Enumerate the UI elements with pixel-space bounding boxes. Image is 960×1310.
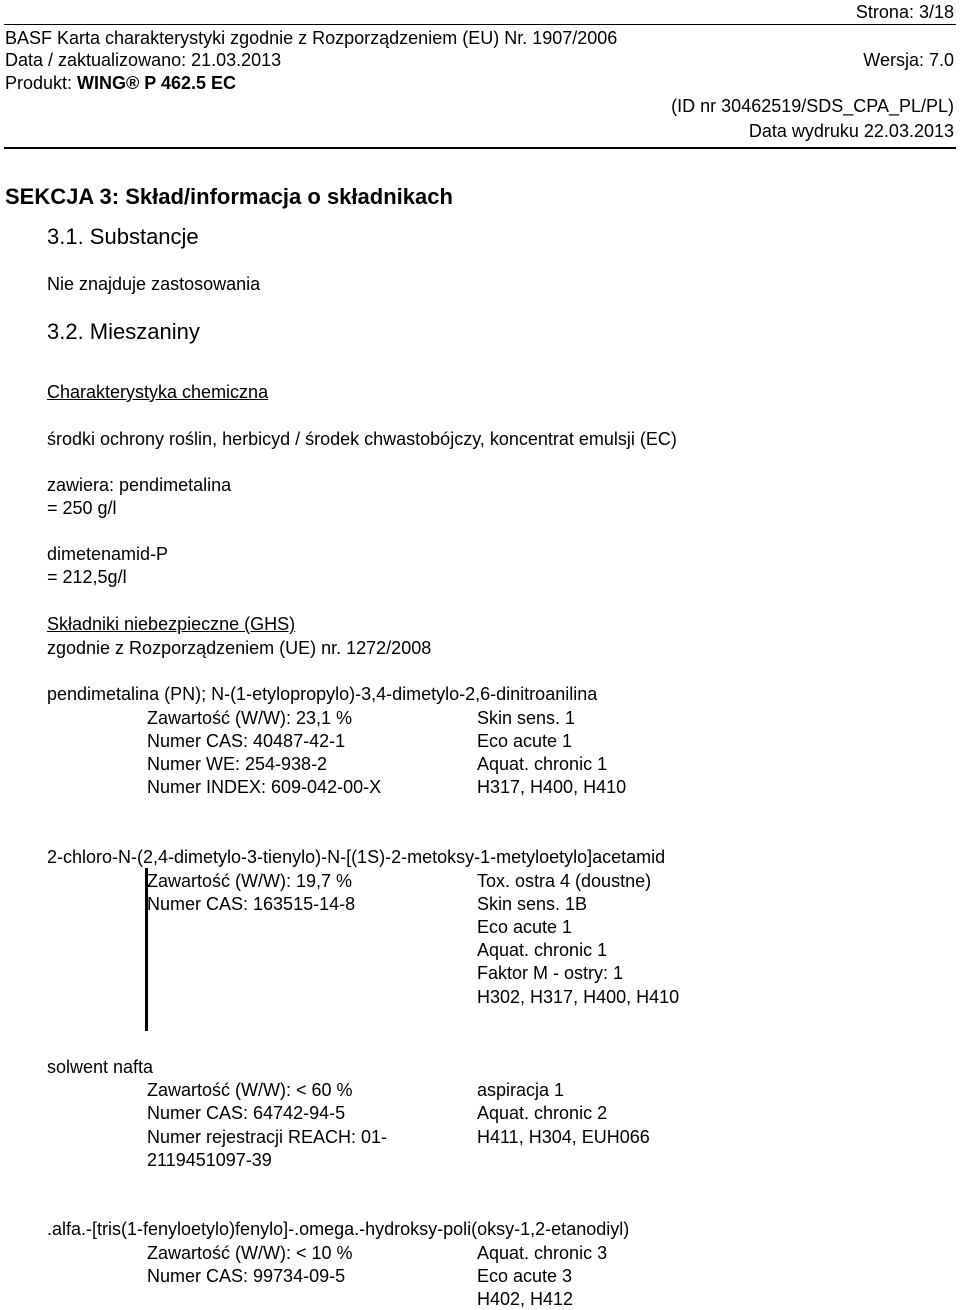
contains-dimethenamid-value: = 212,5g/l [47,567,127,587]
version: Wersja: 7.0 [863,50,954,70]
component-cas: Numer CAS: 99734-09-5 [147,1266,346,1286]
hazard-class: Eco acute 1 [477,917,573,937]
component-ec-number: Numer WE: 254-938-2 [147,754,328,774]
component-content: Zawartość (W/W): 19,7 % [147,871,353,891]
hazard-class: Tox. ostra 4 (doustne) [477,871,652,891]
revision-marker-bar [145,868,148,1031]
document-title: BASF Karta charakterystyki zgodnie z Rozporządzeniem (EU) Nr. 1907/2006 [5,28,618,48]
component-cas: Numer CAS: 163515-14-8 [147,894,356,914]
component-content: Zawartość (W/W): 23,1 % [147,708,353,728]
component-name: .alfa.-[tris(1-fenyloetylo)fenylo]-.omega.-hydroksy-poli(oksy-1,2-etanodiyl) [47,1219,630,1239]
hazard-class: aspiracja 1 [477,1080,565,1100]
hazard-class: Skin sens. 1 [477,708,576,728]
document-id: (ID nr 30462519/SDS_CPA_PL/PL) [671,96,954,116]
m-factor: Faktor M - ostry: 1 [477,963,624,983]
revision-date: Data / zaktualizowano: 21.03.2013 [5,50,282,70]
regulation-reference: zgodnie z Rozporządzeniem (UE) nr. 1272/2008 [47,638,432,658]
hazard-statements: H411, H304, EUH066 [477,1127,650,1147]
product-name: WING® P 462.5 EC [77,73,237,93]
hazard-statements: H302, H317, H400, H410 [477,987,680,1007]
contains-pendimethalin-value: = 250 g/l [47,498,117,518]
product-label: Produkt: [5,73,78,93]
component-name: 2-chloro-N-(2,4-dimetylo-3-tienylo)-N-[(1S)-2-metoksy-1-metyloetylo]acetamid [47,847,666,867]
hazard-class: Skin sens. 1B [477,894,588,914]
hazard-statements: H402, H412 [477,1289,574,1309]
hazardous-components-heading: Składniki niebezpieczne (GHS) [47,614,296,634]
component-cas: Numer CAS: 40487-42-1 [147,731,346,751]
hazard-class: Eco acute 3 [477,1266,573,1286]
component-reach-number-cont: 2119451097-39 [147,1150,272,1170]
chemical-characterization-heading: Charakterystyka chemiczna [47,382,269,402]
hazard-class: Aquat. chronic 1 [477,940,608,960]
page-number: Strona: 3/18 [855,2,954,22]
component-index-number: Numer INDEX: 609-042-00-X [147,777,382,797]
header-bottom-rule [4,147,956,149]
mixtures-heading: 3.2. Mieszaniny [47,319,200,344]
component-content: Zawartość (W/W): < 60 % [147,1080,353,1100]
hazard-class: Aquat. chronic 2 [477,1103,608,1123]
component-name: pendimetalina (PN); N-(1-etylopropylo)-3,4-dimetylo-2,6-dinitroanilina [47,684,598,704]
component-cas: Numer CAS: 64742-94-5 [147,1103,346,1123]
header-top-rule [4,24,956,25]
component-name: solwent nafta [47,1057,154,1077]
contains-dimethenamid: dimetenamid-P [47,544,169,564]
hazard-class: Aquat. chronic 3 [477,1243,608,1263]
print-date: Data wydruku 22.03.2013 [748,121,954,141]
substances-text: Nie znajduje zastosowania [47,274,261,294]
contains-pendimethalin: zawiera: pendimetalina [47,475,232,495]
hazard-statements: H317, H400, H410 [477,777,627,797]
chemical-characterization-text: środki ochrony roślin, herbicyd / środek chwastobójczy, koncentrat emulsji (EC) [47,429,677,449]
substances-heading: 3.1. Substancje [47,224,199,249]
hazard-class: Eco acute 1 [477,731,573,751]
hazard-class: Aquat. chronic 1 [477,754,608,774]
product-line [5,74,236,92]
section-title: SEKCJA 3: Skład/informacja o składnikach [5,184,453,209]
component-content: Zawartość (W/W): < 10 % [147,1243,353,1263]
component-reach-number: Numer rejestracji REACH: 01- [147,1127,388,1147]
